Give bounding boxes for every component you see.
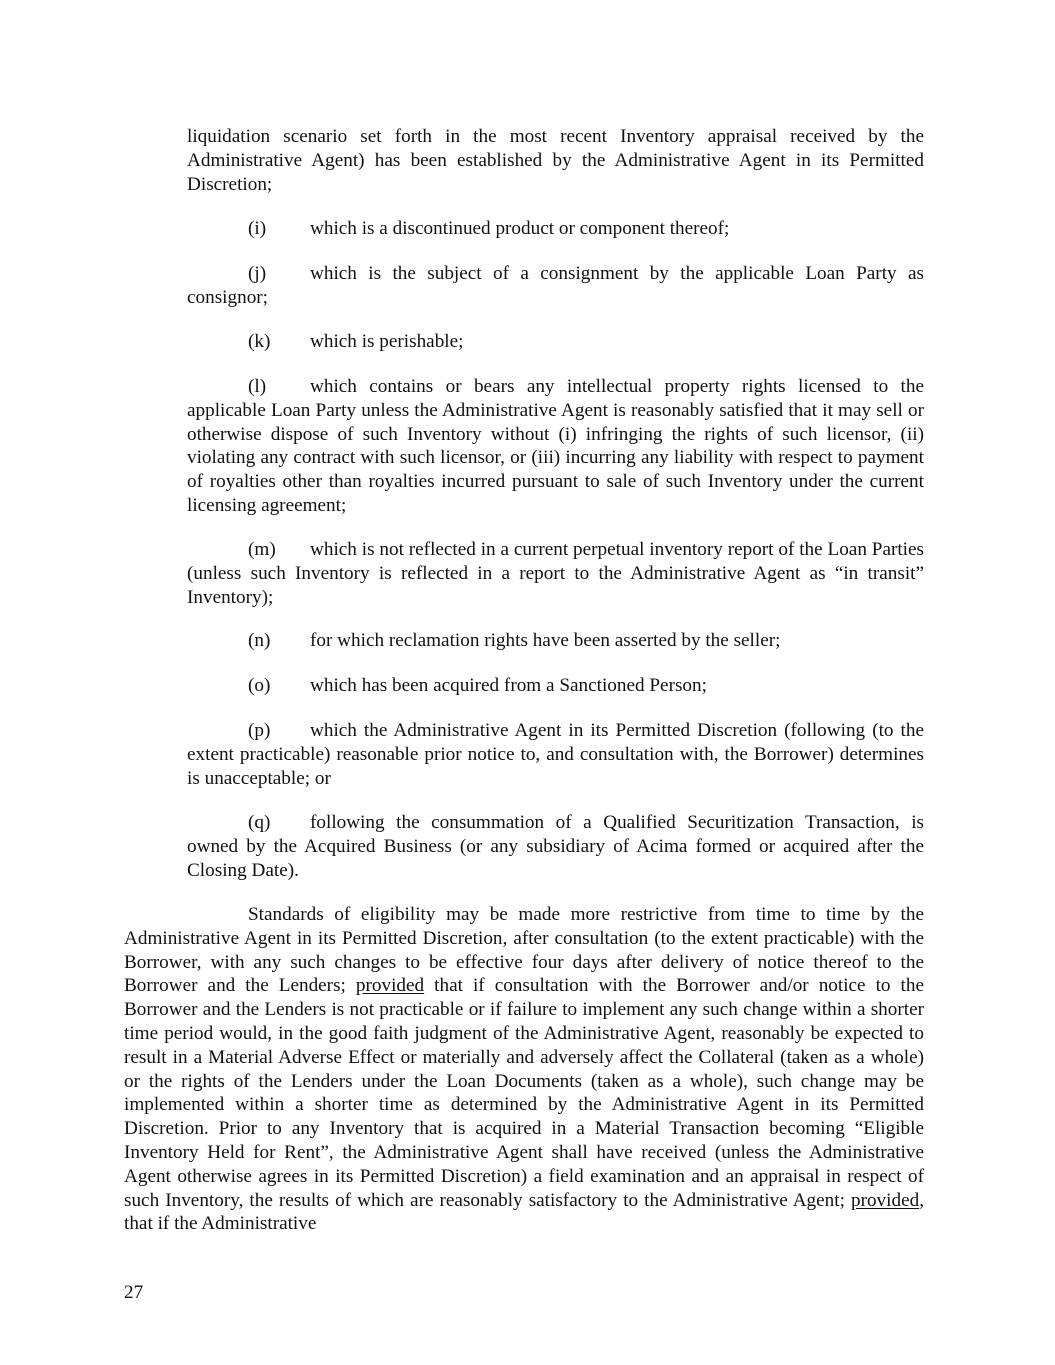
list-item-q: [187, 811, 924, 882]
item-label: (i): [248, 218, 267, 239]
item-label: (l): [248, 376, 267, 397]
list-item-o: [187, 674, 924, 698]
item-text: which is a discontinued product or component thereof;: [310, 218, 730, 239]
item-text: for which reclamation rights have been asserted by the seller;: [310, 630, 781, 651]
item-label: (j): [248, 263, 267, 284]
item-text: following the consummation of a Qualified Securitization Transaction, is owned by the Acquired Business (or any subsidiary of Acima formed or acquired after the Closing Date).: [187, 812, 924, 881]
list-item-p: [187, 719, 924, 790]
list-item-i: [187, 217, 924, 241]
item-text: which is not reflected in a current perpetual inventory report of the Loan Parties (unless such Inventory is reflected in a report to the Administrative Agent as “in transit” Inventory);: [187, 539, 924, 608]
list-item-k: [187, 330, 924, 354]
item-label: (o): [248, 675, 271, 696]
provided-term: provided: [355, 975, 425, 997]
item-label: (q): [248, 812, 271, 833]
list-item-l: [187, 375, 924, 518]
standards-paragraph: [124, 903, 924, 1236]
continuation-paragraph: liquidation scenario set forth in the most recent Inventory appraisal received by the Administrative Agent) has been established by the Administrative Agent in its Permitted Discretion;: [187, 126, 924, 195]
provided-term: provided: [850, 1189, 920, 1211]
standards-text-3: , that if the Administrative: [124, 1189, 924, 1235]
item-text: which is the subject of a consignment by the applicable Loan Party as consignor;: [187, 263, 924, 308]
item-label: (n): [248, 630, 271, 651]
page-number: 27: [124, 1282, 144, 1303]
standards-text-2: that if consultation with the Borrower and/or notice to the Borrower and the Lenders is not practicable or if failure to implement any such change within a shorter time period would, in the good faith judgment of the Administrative Agent, reasonably be expected to result in a Material Adverse Effect or materially and adversely affect the Collateral (taken as a whole) or the rights of the Lenders under the Loan Documents (taken as a whole), such change may be implemented within a shorter time as determined by the Administrative Agent in its Permitted Discretion. Prior to any Inventory that is acquired in a Material Transaction becoming “Eligible Inventory Held for Rent”, the Administrative Agent shall have received (unless the Administrative Agent otherwise agrees in its Permitted Discretion) a field examination and an appraisal in respect of such Inventory, the results of which are reasonably satisfactory to the Administrative Agent;: [124, 975, 924, 1211]
item-label: (m): [248, 539, 276, 560]
standards-text-1: Standards of eligibility may be made more restrictive from time to time by the Administrative Agent in its Permitted Discretion, after consultation (to the extent practicable) with the Borrower, with any such changes to be effective four days after delivery of notice thereof to the Borrower and the Lenders;: [124, 904, 924, 997]
item-text: which contains or bears any intellectual property rights licensed to the applicable Loan Party unless the Administrative Agent is reasonably satisfied that it may sell or otherwise dispose of such Inventory without (i) infringing the rights of such licensor, (ii) violating any contract with such licensor, or (iii) incurring any liability with respect to payment of royalties other than royalties incurred pursuant to sale of such Inventory under the current licensing agreement;: [187, 376, 924, 516]
list-item-j: [187, 262, 924, 310]
item-text: which is perishable;: [310, 331, 464, 352]
list-item-n: [187, 629, 924, 653]
item-text: which the Administrative Agent in its Permitted Discretion (following (to the extent practicable) reasonable prior notice to, and consultation with, the Borrower) determines is unacceptable; or: [187, 720, 924, 789]
item-label: (p): [248, 720, 271, 741]
list-item-m: [187, 538, 924, 609]
item-text: which has been acquired from a Sanctioned Person;: [310, 675, 707, 696]
item-label: (k): [248, 331, 271, 352]
